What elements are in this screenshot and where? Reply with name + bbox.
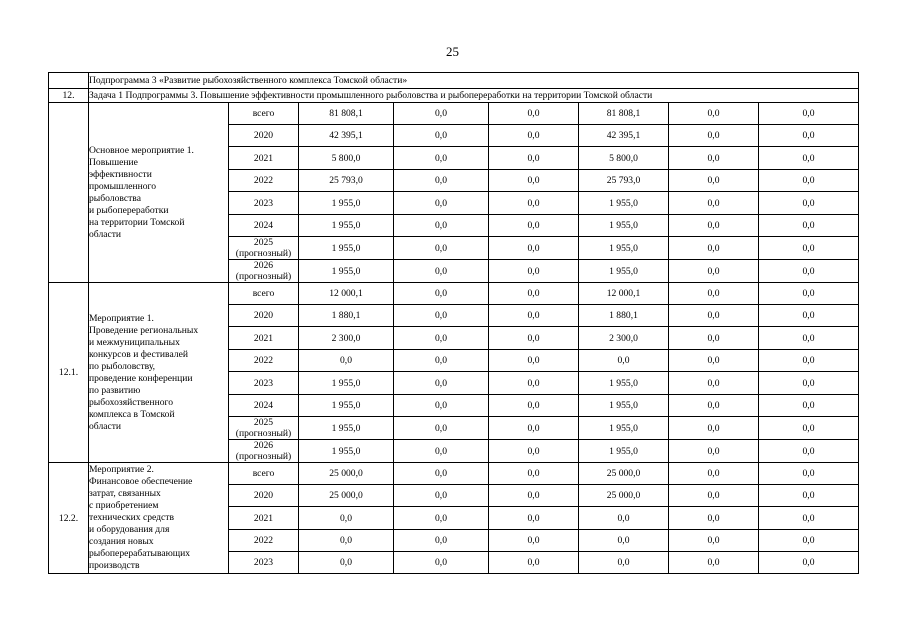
value-cell: 1 955,0 (579, 440, 669, 463)
value-cell: 0,0 (489, 350, 579, 372)
value-cell: 0,0 (394, 507, 489, 530)
value-cell: 0,0 (489, 372, 579, 395)
year-cell: 2022 (229, 530, 299, 552)
description-line: и оборудования для (89, 524, 170, 535)
year-cell: всего (229, 283, 299, 305)
description-line: комплекса в Томской (89, 408, 175, 420)
value-cell: 0,0 (394, 237, 489, 260)
value-cell: 12 000,1 (579, 283, 669, 305)
value-cell: 81 808,1 (299, 103, 394, 125)
value-cell: 0,0 (669, 147, 759, 170)
description-line: по развитию (89, 384, 141, 396)
value-cell: 0,0 (759, 530, 859, 552)
value-cell: 1 880,1 (579, 305, 669, 327)
value-cell: 0,0 (394, 283, 489, 305)
value-cell: 0,0 (759, 440, 859, 463)
value-cell: 0,0 (489, 463, 579, 485)
task-row (49, 89, 859, 103)
value-cell: 0,0 (394, 417, 489, 440)
table-body (49, 73, 859, 574)
value-cell: 1 955,0 (299, 417, 394, 440)
value-cell: 0,0 (489, 530, 579, 552)
value-cell: 1 955,0 (299, 440, 394, 463)
value-cell: 0,0 (669, 440, 759, 463)
value-cell: 0,0 (759, 147, 859, 170)
description-line: и межмуниципальных (89, 336, 180, 348)
value-cell: 0,0 (489, 327, 579, 350)
year-cell: всего (229, 463, 299, 485)
year-cell: 2023 (229, 372, 299, 395)
value-cell: 0,0 (489, 417, 579, 440)
year-cell: 2023 (229, 192, 299, 215)
value-cell: 0,0 (394, 350, 489, 372)
value-cell: 0,0 (669, 485, 759, 507)
value-cell: 25 793,0 (579, 170, 669, 192)
table-row (49, 283, 859, 305)
value-cell: 0,0 (394, 395, 489, 417)
value-cell: 81 808,1 (579, 103, 669, 125)
description-line: Повышение (89, 156, 138, 168)
value-cell: 25 000,0 (579, 463, 669, 485)
year-cell: 2021 (229, 507, 299, 530)
value-cell: 0,0 (394, 147, 489, 170)
description-line: на территории Томской (89, 216, 185, 228)
value-cell: 1 955,0 (299, 260, 394, 283)
value-cell: 0,0 (394, 260, 489, 283)
value-cell: 0,0 (489, 305, 579, 327)
value-cell: 0,0 (299, 530, 394, 552)
year-cell: 2020 (229, 485, 299, 507)
value-cell: 1 955,0 (579, 372, 669, 395)
value-cell: 0,0 (489, 237, 579, 260)
activity-description (89, 463, 229, 574)
value-cell: 0,0 (669, 125, 759, 147)
value-cell: 42 395,1 (299, 125, 394, 147)
value-cell: 0,0 (489, 552, 579, 574)
subprogram-header: Подпрограмма 3 «Развитие рыбохозяйственного комплекса Томской области» (89, 73, 859, 89)
value-cell: 0,0 (669, 552, 759, 574)
value-cell: 1 955,0 (299, 192, 394, 215)
value-cell: 0,0 (394, 125, 489, 147)
value-cell: 0,0 (759, 215, 859, 237)
value-cell: 1 955,0 (579, 395, 669, 417)
value-cell: 1 955,0 (579, 192, 669, 215)
year-cell: 2024 (229, 395, 299, 417)
value-cell: 0,0 (394, 552, 489, 574)
value-cell: 0,0 (579, 507, 669, 530)
value-cell: 5 800,0 (299, 147, 394, 170)
value-cell: 42 395,1 (579, 125, 669, 147)
value-cell: 0,0 (579, 350, 669, 372)
value-cell: 0,0 (394, 215, 489, 237)
year-cell: 2025 (прогнозный) (229, 237, 299, 260)
value-cell: 0,0 (669, 463, 759, 485)
value-cell: 0,0 (489, 215, 579, 237)
value-cell: 1 880,1 (299, 305, 394, 327)
value-cell: 0,0 (759, 170, 859, 192)
funding-table (48, 72, 859, 574)
value-cell: 1 955,0 (299, 372, 394, 395)
value-cell: 0,0 (669, 507, 759, 530)
value-cell: 25 793,0 (299, 170, 394, 192)
activity-number: 12.1. (49, 283, 89, 463)
description-line: области (89, 420, 122, 432)
year-cell: 2022 (229, 350, 299, 372)
year-cell: 2026 (прогнозный) (229, 260, 299, 283)
description-line: и рыбопереработки (89, 204, 169, 216)
activity-number (49, 103, 89, 283)
value-cell: 5 800,0 (579, 147, 669, 170)
task-number: 12. (49, 89, 89, 103)
value-cell: 0,0 (489, 260, 579, 283)
value-cell: 0,0 (669, 215, 759, 237)
year-cell: всего (229, 103, 299, 125)
value-cell: 0,0 (394, 170, 489, 192)
value-cell: 0,0 (759, 237, 859, 260)
value-cell: 0,0 (489, 125, 579, 147)
value-cell: 0,0 (759, 103, 859, 125)
value-cell: 0,0 (299, 552, 394, 574)
value-cell: 25 000,0 (579, 485, 669, 507)
value-cell: 0,0 (669, 237, 759, 260)
value-cell: 1 955,0 (299, 215, 394, 237)
value-cell: 0,0 (394, 530, 489, 552)
value-cell: 1 955,0 (299, 237, 394, 260)
value-cell: 0,0 (759, 463, 859, 485)
year-cell: 2023 (229, 552, 299, 574)
value-cell: 0,0 (669, 417, 759, 440)
task-text: Задача 1 Подпрограммы 3. Повышение эффективности промышленного рыболовства и рыбопереработки на территории Томской области (89, 89, 859, 103)
table-row (49, 463, 859, 485)
value-cell: 0,0 (759, 552, 859, 574)
value-cell: 0,0 (489, 170, 579, 192)
description-line: Мероприятие 2. (89, 464, 154, 475)
value-cell: 0,0 (394, 103, 489, 125)
value-cell: 0,0 (759, 260, 859, 283)
value-cell: 0,0 (759, 417, 859, 440)
description-line: затрат, связанных (89, 488, 161, 499)
value-cell: 0,0 (669, 170, 759, 192)
value-cell: 0,0 (759, 372, 859, 395)
value-cell: 0,0 (299, 507, 394, 530)
value-cell: 0,0 (759, 485, 859, 507)
value-cell: 1 955,0 (579, 417, 669, 440)
value-cell: 0,0 (489, 192, 579, 215)
description-line: эффективности (89, 168, 152, 180)
year-cell: 2026 (прогнозный) (229, 440, 299, 463)
description-line: проведение конференции (89, 372, 193, 384)
value-cell: 1 955,0 (579, 215, 669, 237)
value-cell: 0,0 (394, 305, 489, 327)
activity-description (89, 283, 229, 463)
value-cell: 1 955,0 (579, 260, 669, 283)
value-cell: 0,0 (669, 283, 759, 305)
value-cell: 0,0 (299, 350, 394, 372)
value-cell: 25 000,0 (299, 485, 394, 507)
description-line: конкурсов и фестивалей (89, 348, 188, 360)
value-cell: 0,0 (489, 440, 579, 463)
year-cell: 2021 (229, 147, 299, 170)
description-line: Мероприятие 1. (89, 312, 154, 324)
description-line: рыболовства (89, 192, 141, 204)
value-cell: 0,0 (489, 283, 579, 305)
value-cell: 2 300,0 (579, 327, 669, 350)
value-cell: 0,0 (759, 283, 859, 305)
value-cell: 0,0 (669, 327, 759, 350)
subprogram-number-cell (49, 73, 89, 89)
year-cell: 2022 (229, 170, 299, 192)
value-cell: 0,0 (759, 350, 859, 372)
year-cell: 2021 (229, 327, 299, 350)
year-cell: 2020 (229, 125, 299, 147)
value-cell: 0,0 (394, 327, 489, 350)
value-cell: 0,0 (394, 463, 489, 485)
description-line: рыбоперерабатывающих (89, 548, 191, 559)
value-cell: 0,0 (489, 147, 579, 170)
value-cell: 0,0 (669, 192, 759, 215)
year-cell: 2024 (229, 215, 299, 237)
subprogram-row (49, 73, 859, 89)
value-cell: 0,0 (669, 305, 759, 327)
activity-number: 12.2. (49, 463, 89, 574)
value-cell: 0,0 (394, 192, 489, 215)
value-cell: 0,0 (759, 192, 859, 215)
value-cell: 0,0 (759, 305, 859, 327)
value-cell: 0,0 (759, 507, 859, 530)
value-cell: 0,0 (669, 260, 759, 283)
description-line: с приобретением (89, 500, 159, 511)
value-cell: 0,0 (394, 485, 489, 507)
value-cell: 0,0 (669, 372, 759, 395)
description-line: области (89, 228, 122, 240)
value-cell: 0,0 (579, 530, 669, 552)
value-cell: 25 000,0 (299, 463, 394, 485)
value-cell: 0,0 (489, 103, 579, 125)
value-cell: 0,0 (759, 395, 859, 417)
value-cell: 0,0 (669, 350, 759, 372)
activity-description (89, 103, 229, 283)
value-cell: 0,0 (669, 103, 759, 125)
description-line: Финансовое обеспечение (89, 476, 193, 487)
value-cell: 1 955,0 (299, 395, 394, 417)
year-cell: 2025 (прогнозный) (229, 417, 299, 440)
value-cell: 0,0 (394, 372, 489, 395)
description-line: производств (89, 560, 140, 571)
value-cell: 1 955,0 (579, 237, 669, 260)
value-cell: 0,0 (579, 552, 669, 574)
page-number: 25 (446, 44, 459, 59)
description-line: технических средств (89, 512, 175, 523)
description-line: по рыболовству, (89, 360, 156, 372)
description-line: рыбохозяйственного (89, 396, 173, 408)
value-cell: 0,0 (669, 530, 759, 552)
value-cell: 0,0 (394, 440, 489, 463)
value-cell: 0,0 (759, 125, 859, 147)
table-row (49, 103, 859, 125)
value-cell: 0,0 (759, 327, 859, 350)
year-cell: 2020 (229, 305, 299, 327)
description-line: создания новых (89, 536, 154, 547)
value-cell: 0,0 (669, 395, 759, 417)
value-cell: 0,0 (489, 485, 579, 507)
value-cell: 0,0 (489, 507, 579, 530)
description-line: промышленного (89, 180, 157, 192)
value-cell: 2 300,0 (299, 327, 394, 350)
description-line: Проведение региональных (89, 324, 199, 336)
description-line: Основное мероприятие 1. (89, 144, 194, 156)
value-cell: 12 000,1 (299, 283, 394, 305)
value-cell: 0,0 (489, 395, 579, 417)
